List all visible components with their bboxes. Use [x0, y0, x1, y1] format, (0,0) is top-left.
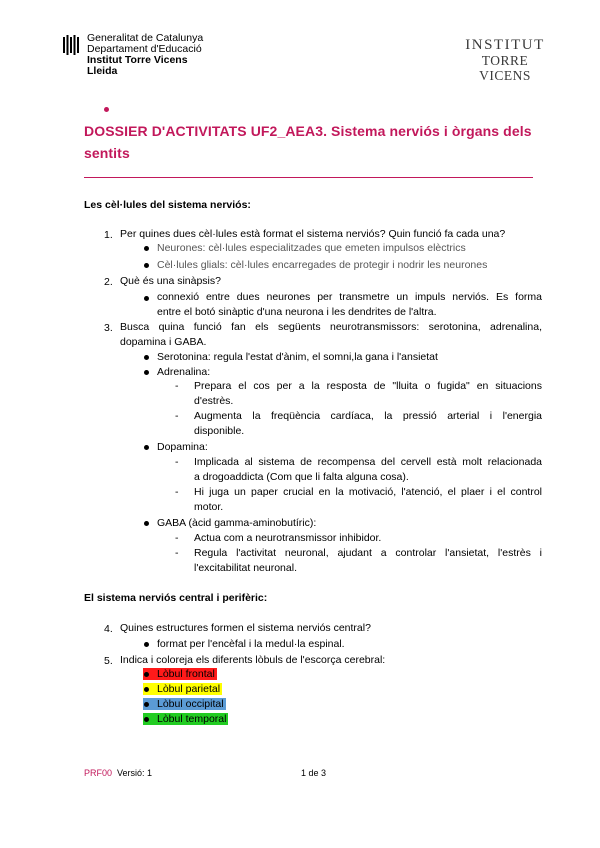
question-4-text: Quines estructures formen el sistema nerviós central? — [120, 622, 371, 634]
dopamina-item-1-line-1: Implicada al sistema de recompensa del cervell està molt relacionada — [194, 456, 542, 468]
answer-sinapsi-line-1: connexió entre dues neurones per transmetre un impuls nerviós. Es forma — [157, 291, 542, 303]
question-3-text-line-1: Busca quina funció fan els següents neurotransmissors: serotonina, adrenalina, — [120, 321, 542, 333]
bullet-icon — [144, 642, 149, 647]
footer-version: Versió: 1 — [117, 768, 153, 778]
adrenalina-item-1-line-2: d'estrès. — [194, 395, 234, 407]
bullet-icon — [144, 355, 149, 360]
dopamina-item-2-line-2: motor. — [194, 501, 224, 513]
question-1-text: Per quines dues cèl·lules està format el sistema nerviós? Quin funció fa cada una? — [120, 228, 506, 240]
bullet-icon — [144, 672, 149, 677]
school-logo-line-1: INSTITUT — [465, 37, 545, 53]
dopamina-label: Dopamina: — [157, 441, 208, 453]
adrenalina-label: Adrenalina: — [157, 366, 211, 378]
adrenalina-item-2-line-1: Augmenta la freqüència cardíaca, la pressió arterial i l'energia — [194, 410, 542, 422]
dash-marker: - — [175, 410, 179, 422]
section-heading-system: El sistema nerviós central i perifèric: — [84, 592, 268, 604]
dash-marker: - — [175, 547, 179, 559]
question-number: 5. — [104, 655, 113, 667]
dash-marker: - — [175, 456, 179, 468]
question-3-text-line-2: dopamina i GABA. — [120, 336, 207, 348]
gaba-label: GABA (àcid gamma-aminobutíric): — [157, 517, 317, 529]
lobe-occipital-label: Lòbul occipital — [143, 698, 226, 710]
bullet-icon — [144, 717, 149, 722]
bullet-icon — [144, 521, 149, 526]
question-number: 3. — [104, 322, 113, 334]
gaba-item-2-line-1: Regula l'activitat neuronal, ajudant a controlar l'ansietat, l'estrès i — [194, 547, 542, 559]
dash-marker: - — [175, 486, 179, 498]
question-number: 2. — [104, 276, 113, 288]
answer-glials: Cèl·lules glials: cèl·lules encarregades de protegir i nodrir les neurones — [157, 259, 488, 271]
dopamina-item-1-line-2: a drogoaddicta (Com que li falta alguna cosa). — [194, 471, 409, 483]
answer-serotonina: Serotonina: regula l'estat d'ànim, el somni,la gana i l'ansietat — [157, 351, 438, 363]
bullet-icon — [144, 702, 149, 707]
org-line-city: Lleida — [87, 65, 118, 77]
question-2-text: Què és una sinàpsis? — [120, 275, 221, 287]
bullet-icon — [144, 246, 149, 251]
question-number: 4. — [104, 623, 113, 635]
question-5-text: Indica i coloreja els diferents lòbuls de l'escorça cerebral: — [120, 654, 386, 666]
title-bullet-icon — [104, 107, 109, 112]
lobe-temporal-label: Lòbul temporal — [143, 713, 228, 725]
dopamina-item-2-line-1: Hi juga un paper crucial en la motivació, l'atenció, el plaer i el control — [194, 486, 542, 498]
org-line-generalitat: Generalitat de Catalunya — [87, 32, 204, 44]
dash-marker: - — [175, 532, 179, 544]
question-number: 1. — [104, 229, 113, 241]
lobe-parietal-label: Lòbul parietal — [143, 683, 222, 695]
lobe-item-frontal — [157, 667, 217, 682]
school-logo — [455, 38, 555, 83]
org-line-institut: Institut Torre Vicens — [87, 54, 188, 66]
org-name-block — [87, 33, 203, 77]
section-heading-cells: Les cèl·lules del sistema nerviós: — [84, 199, 251, 211]
school-logo-line-2: TORRE VICENS — [479, 53, 531, 83]
footer-doc-code: PRF00 — [84, 768, 113, 778]
footer-page-number: 1 de 3 — [301, 768, 327, 778]
lobe-frontal-label: Lòbul frontal — [143, 668, 217, 680]
adrenalina-item-2-line-2: disponible. — [194, 425, 245, 437]
bullet-icon — [144, 370, 149, 375]
answer-neurones: Neurones: cèl·lules especialitzades que emeten impulsos elèctrics — [157, 242, 466, 254]
org-line-departament: Departament d'Educació — [87, 43, 202, 55]
gaba-item-2-line-2: l'excitabilitat neuronal. — [194, 562, 297, 574]
answer-sinapsi-line-2: entre el botó sinàptic d'una neurona i les dendrites de l'altra. — [157, 306, 437, 318]
document-title: DOSSIER D'ACTIVITATS UF2_AEA3. Sistema nerviós i òrgans dels sentits — [84, 123, 532, 161]
bullet-icon — [144, 263, 149, 268]
gaba-item-1: Actua com a neurotransmissor inhibidor. — [194, 532, 382, 544]
bullet-icon — [144, 687, 149, 692]
answer-snc: format per l'encèfal i la medul·la espinal. — [157, 638, 345, 650]
lobe-item-parietal — [157, 682, 222, 697]
dash-marker: - — [175, 380, 179, 392]
lobe-item-temporal — [157, 712, 228, 727]
adrenalina-item-1-line-1: Prepara el cos per a la resposta de "lluita o fugida" en situacions — [194, 380, 542, 392]
gencat-logo-icon — [63, 35, 81, 55]
bullet-icon — [144, 445, 149, 450]
bullet-icon — [144, 296, 149, 301]
title-divider — [84, 177, 533, 178]
lobe-item-occipital — [157, 697, 226, 712]
